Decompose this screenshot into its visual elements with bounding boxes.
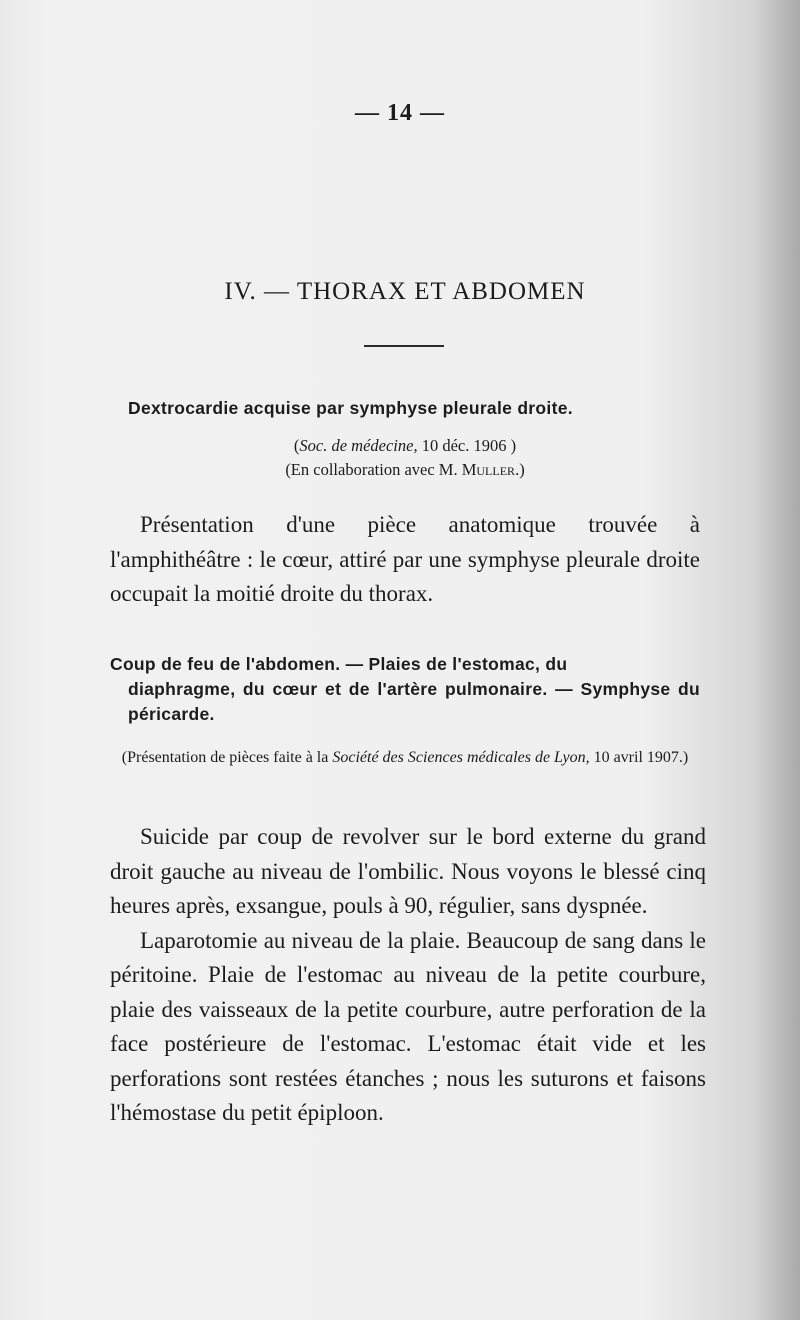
title-rule: [364, 345, 444, 347]
source-line: (Soc. de médecine, 10 déc. 1906 ): [293, 436, 517, 455]
entry-title-coup-de-feu: [110, 652, 700, 727]
entry-source-coup-de-feu: (Présentation de pièces faite à la Société des Sciences médicales de Lyon, 10 avril 1907.): [121, 749, 689, 766]
entry-title-continuation: diaphragme, du cœur et de l'artère pulmonaire. — Symphyse du péricarde.: [128, 679, 700, 724]
entry-body-dextrocardie: [110, 508, 700, 612]
collaboration-line: (En collaboration avec M. Muller.): [285, 460, 525, 479]
section-title: IV. — THORAX ET ABDOMEN: [224, 278, 586, 305]
paragraph: Laparotomie au niveau de la plaie. Beaucoup de sang dans le péritoine. Plaie de l'estomac au niveau de la petite courbure, plaie des vaisseaux de la petite courbure, autre perforation de la face postérieure de l'estomac. L'estomac était vide et les perforations sont restées étanches ; nous les suturons et faisons l'hémostase du petit épiploon.: [110, 927, 706, 1125]
paragraph: Présentation d'une pièce anatomique trouvée à l'amphithéâtre : le cœur, attiré par une symphyse pleurale droite occupait la moitié droite du thorax.: [110, 512, 700, 606]
entry-title-dextrocardie: Dextrocardie acquise par symphyse pleurale droite.: [128, 398, 573, 418]
collaborator-name: Muller: [461, 460, 516, 479]
entry-body-coup-de-feu: [110, 820, 706, 1131]
paragraph: Suicide par coup de revolver sur le bord externe du grand droit gauche au niveau de l'ombilic. Nous voyons le blessé cinq heures après, exsangue, pouls à 90, régulier, sans dyspnée.: [110, 824, 706, 918]
journal-name: Soc. de médecine,: [299, 436, 418, 455]
entry-title-line1: Coup de feu de l'abdomen. — Plaies de l'estomac, du: [110, 654, 568, 674]
entry-source-dextrocardie: [0, 434, 800, 482]
page-number: — 14 —: [355, 100, 445, 126]
society-name: Société des Sciences médicales de Lyon,: [332, 749, 590, 766]
